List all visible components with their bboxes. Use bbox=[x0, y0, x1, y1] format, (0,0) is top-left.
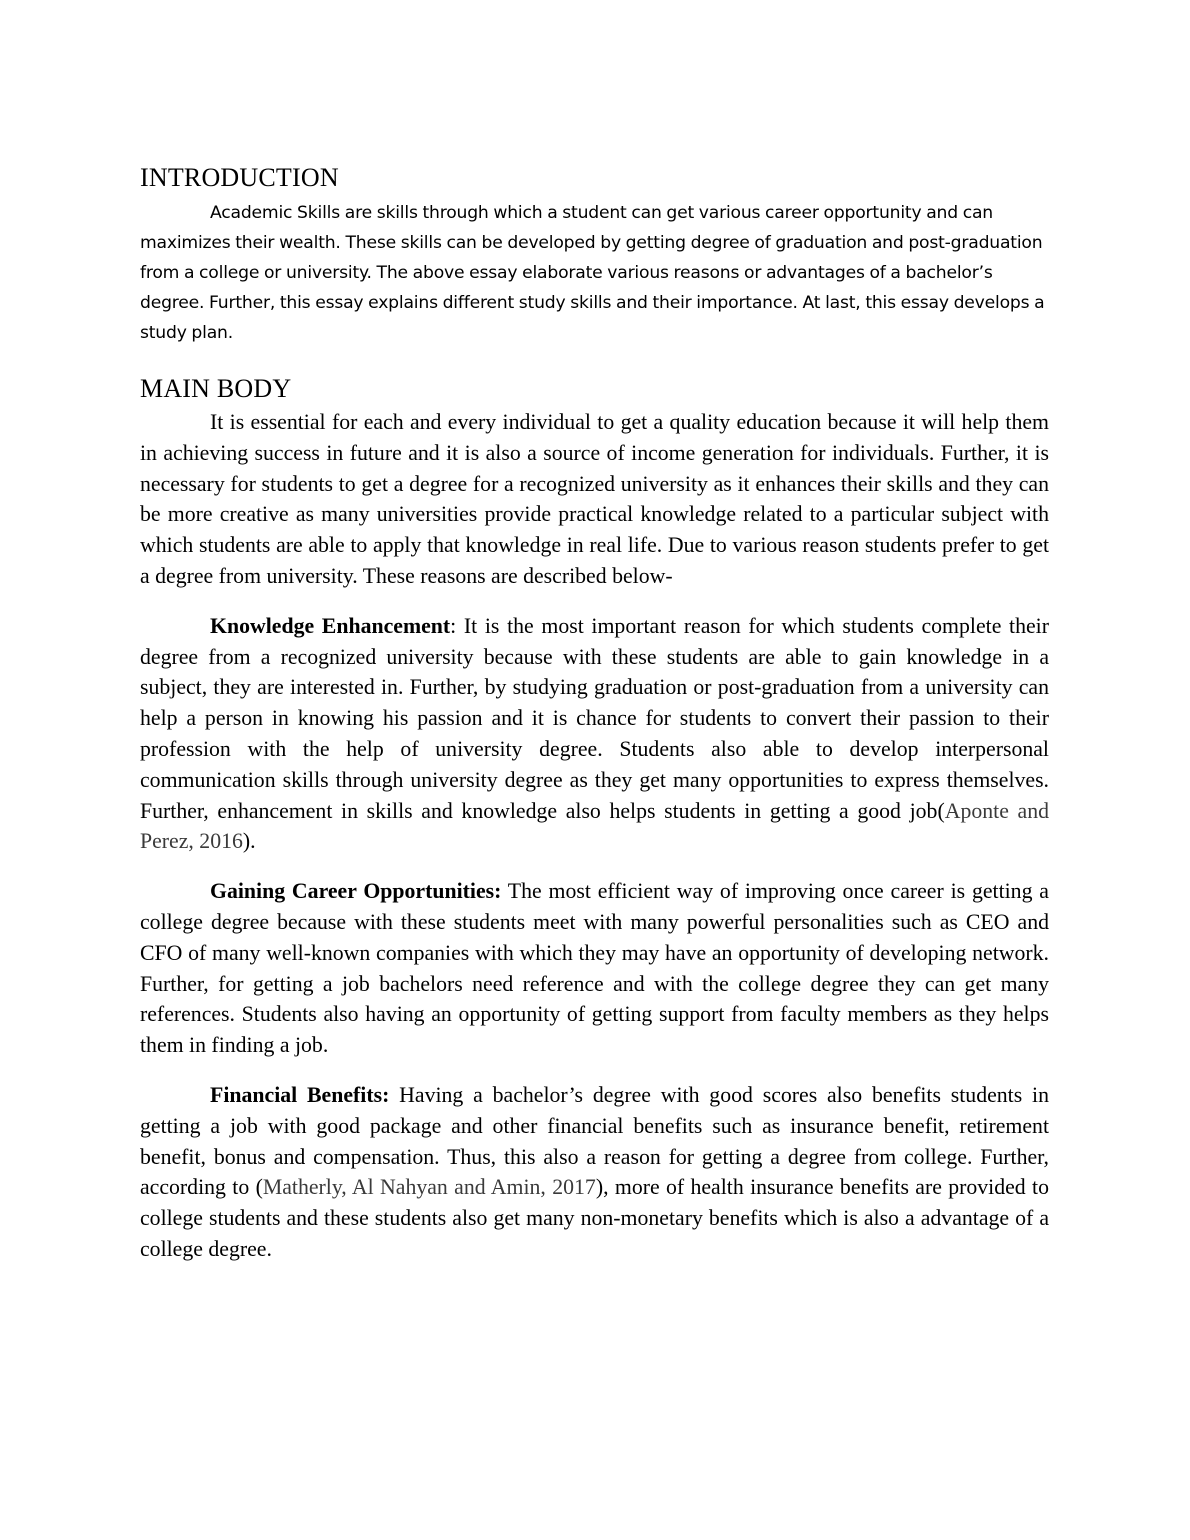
section-gaining-career-opportunities bbox=[140, 876, 1049, 1061]
citation: Aponte and Perez, 2016 bbox=[140, 798, 1050, 854]
section-knowledge-enhancement bbox=[140, 611, 1049, 857]
section-title: Gaining Career Opportunities: bbox=[210, 879, 502, 904]
section-text-after: ). bbox=[242, 829, 256, 854]
introduction-paragraph: Academic Skills are skills through which a student can get various career opportunity and can maximizes their wealth. These skills can be developed by getting degree of graduation and post-graduation from a college or university. The above essay elaborate various reasons or advantages of a bachelor’s degree. Further, this essay explains different study skills and their importance. At last, this essay develops a study plan. bbox=[140, 203, 1045, 343]
section-text: Having a bachelor’s degree with good scores also benefits students in getting a job with good package and other financial benefits such as insurance benefit, retirement benefit, bonus and compensation. Thus, this also a reason for getting a degree from college. Further, according to ( bbox=[140, 1082, 1049, 1200]
main-body-heading: MAIN BODY bbox=[140, 374, 292, 403]
citation: Matherly, Al Nahyan and Amin, 2017 bbox=[262, 1175, 596, 1200]
section-text-after: ), more of health insurance benefits are provided to college students and these students also get many non-monetary benefits which is also a advantage of a college degree. bbox=[140, 1175, 1049, 1261]
document-page bbox=[140, 160, 1049, 1265]
section-financial-benefits bbox=[140, 1080, 1049, 1265]
section-title: Knowledge Enhancement bbox=[210, 613, 451, 638]
section-separator: : bbox=[450, 613, 457, 638]
introduction-heading: INTRODUCTION bbox=[140, 163, 339, 192]
main-body-intro-paragraph: It is essential for each and every individual to get a quality education because it will help them in achieving success in future and it is also a source of income generation for individuals. Further, it is necessary for students to get a degree for a recognized university as it enhances their skills and they can be more creative as many universities provide practical knowledge related to a particular subject with which students are able to apply that knowledge in real life. Due to various reason students prefer to get a degree from university. These reasons are described below- bbox=[140, 410, 1049, 588]
section-title: Financial Benefits: bbox=[210, 1082, 390, 1107]
section-text: The most efficient way of improving once career is getting a college degree because with these students meet with many powerful personalities such as CEO and CFO of many well-known companies with which they may have an opportunity of developing network. Further, for getting a job bachelors need reference and with the college degree they can get many references. Students also having an opportunity of getting support from faculty members as they helps them in finding a job. bbox=[140, 879, 1049, 1058]
section-text: It is the most important reason for which students complete their degree from a recognized university because with these students are able to gain knowledge in a subject, they are interested in. Further, by studying graduation or post-graduation from a university can help a person in knowing his passion and it is chance for students to convert their passion to their profession with the help of university degree. Students also able to develop interpersonal communication skills through university degree as they get many opportunities to express themselves. Further, enhancement in skills and knowledge also helps students in getting a good job( bbox=[140, 613, 1049, 823]
